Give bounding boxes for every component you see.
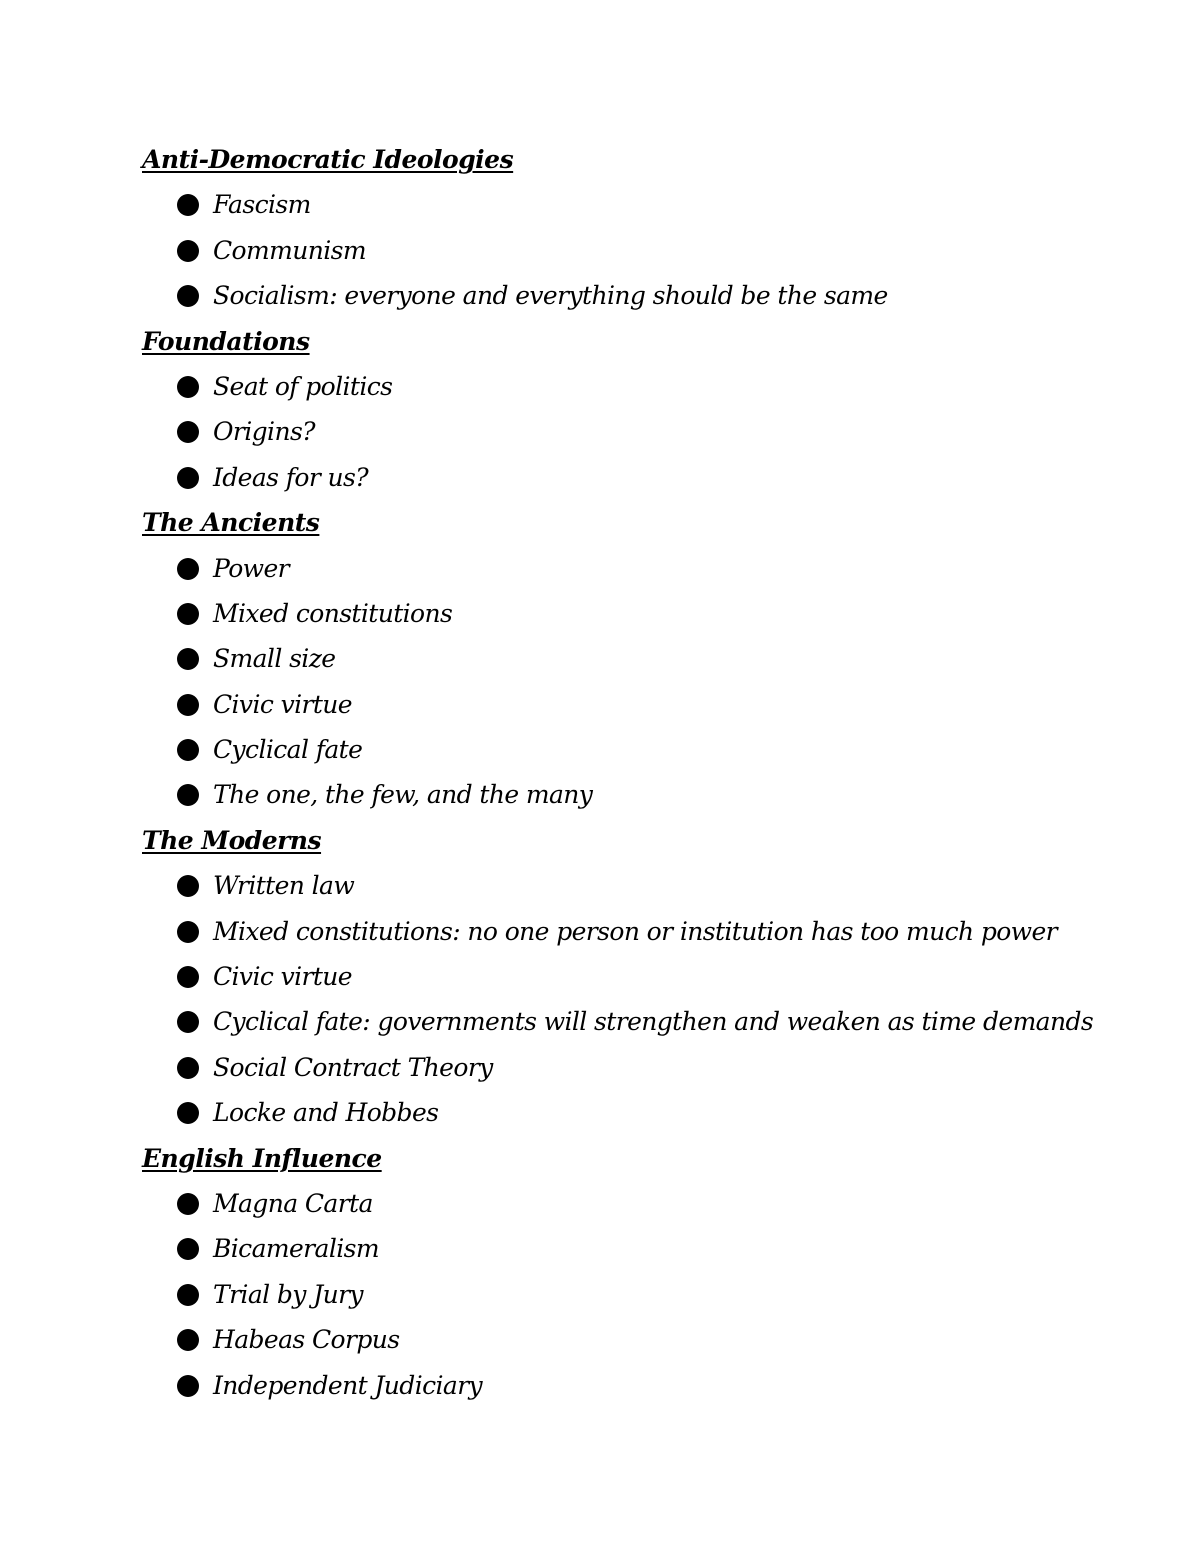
bullet-icon [177, 1375, 199, 1397]
bullet-list [142, 1187, 1142, 1403]
list-item [142, 915, 1142, 949]
list-item [142, 1187, 1142, 1221]
list-item-text: Written law [213, 871, 355, 901]
bullet-icon [177, 1238, 199, 1260]
bullet-icon [177, 1329, 199, 1351]
list-item [142, 1278, 1142, 1312]
list-item-text: Small size [213, 644, 336, 674]
list-item [142, 688, 1142, 722]
list-item-text: Social Contract Theory [213, 1052, 493, 1082]
bullet-icon [177, 784, 199, 806]
list-item [142, 960, 1142, 994]
section-the-moderns [142, 824, 1142, 1130]
list-item-text: Fascism [213, 190, 311, 220]
list-item-text: Magna Carta [213, 1188, 373, 1218]
list-item-text: Cyclical fate [213, 735, 363, 765]
list-item [142, 869, 1142, 903]
list-item [142, 733, 1142, 767]
list-item [142, 279, 1142, 313]
section-english-influence [142, 1142, 1142, 1403]
list-item [142, 1051, 1142, 1085]
list-item-text: Mixed constitutions [213, 598, 453, 628]
bullet-icon [177, 875, 199, 897]
section-anti-democratic-ideologies [142, 143, 1142, 313]
list-item [142, 1369, 1142, 1403]
list-item [142, 188, 1142, 222]
list-item-text: Independent Judiciary [213, 1370, 483, 1400]
bullet-icon [177, 467, 199, 489]
bullet-icon [177, 966, 199, 988]
bullet-list [142, 188, 1142, 313]
list-item-text: Trial by Jury [213, 1279, 363, 1309]
list-item-text: Seat of politics [213, 371, 393, 401]
bullet-icon [177, 603, 199, 625]
section-heading: English Influence [142, 1143, 382, 1173]
list-item [142, 415, 1142, 449]
list-item-text: Civic virtue [213, 689, 353, 719]
bullet-icon [177, 1284, 199, 1306]
list-item-text: Mixed constitutions: no one person or institution has too much power [213, 916, 1058, 946]
bullet-icon [177, 694, 199, 716]
list-item [142, 234, 1142, 268]
bullet-icon [177, 648, 199, 670]
list-item [142, 1232, 1142, 1266]
list-item-text: Civic virtue [213, 962, 353, 992]
bullet-icon [177, 921, 199, 943]
section-heading: The Moderns [142, 825, 322, 855]
bullet-icon [177, 1057, 199, 1079]
section-heading: Anti-Democratic Ideologies [142, 145, 514, 174]
section-the-ancients [142, 506, 1142, 812]
list-item [142, 778, 1142, 812]
list-item [142, 461, 1142, 495]
list-item [142, 1005, 1142, 1039]
list-item [142, 552, 1142, 586]
bullet-icon [177, 376, 199, 398]
bullet-icon [177, 285, 199, 307]
bullet-list [142, 370, 1142, 495]
list-item-text: Locke and Hobbes [213, 1098, 439, 1128]
section-foundations [142, 325, 1142, 495]
bullet-icon [177, 240, 199, 262]
list-item [142, 1323, 1142, 1357]
list-item-text: Socialism: everyone and everything should be the same [213, 281, 888, 311]
list-item [142, 1096, 1142, 1130]
list-item [142, 597, 1142, 631]
section-heading: Foundations [142, 326, 310, 356]
bullet-icon [177, 558, 199, 580]
bullet-list [142, 869, 1142, 1130]
notes-outline [142, 143, 1142, 1414]
list-item-text: Ideas for us? [213, 462, 369, 492]
list-item-text: Habeas Corpus [213, 1325, 400, 1355]
list-item-text: Power [213, 553, 290, 583]
list-item [142, 642, 1142, 676]
bullet-icon [177, 1102, 199, 1124]
list-item [142, 370, 1142, 404]
list-item-text: Origins? [213, 417, 315, 447]
list-item-text: Bicameralism [213, 1234, 379, 1264]
bullet-icon [177, 1011, 199, 1033]
bullet-icon [177, 739, 199, 761]
list-item-text: The one, the few, and the many [213, 780, 593, 810]
bullet-icon [177, 1193, 199, 1215]
bullet-icon [177, 421, 199, 443]
bullet-icon [177, 194, 199, 216]
list-item-text: Communism [213, 235, 366, 265]
list-item-text: Cyclical fate: governments will strengthen and weaken as time demands [213, 1007, 1094, 1037]
bullet-list [142, 552, 1142, 813]
section-heading: The Ancients [142, 508, 320, 538]
